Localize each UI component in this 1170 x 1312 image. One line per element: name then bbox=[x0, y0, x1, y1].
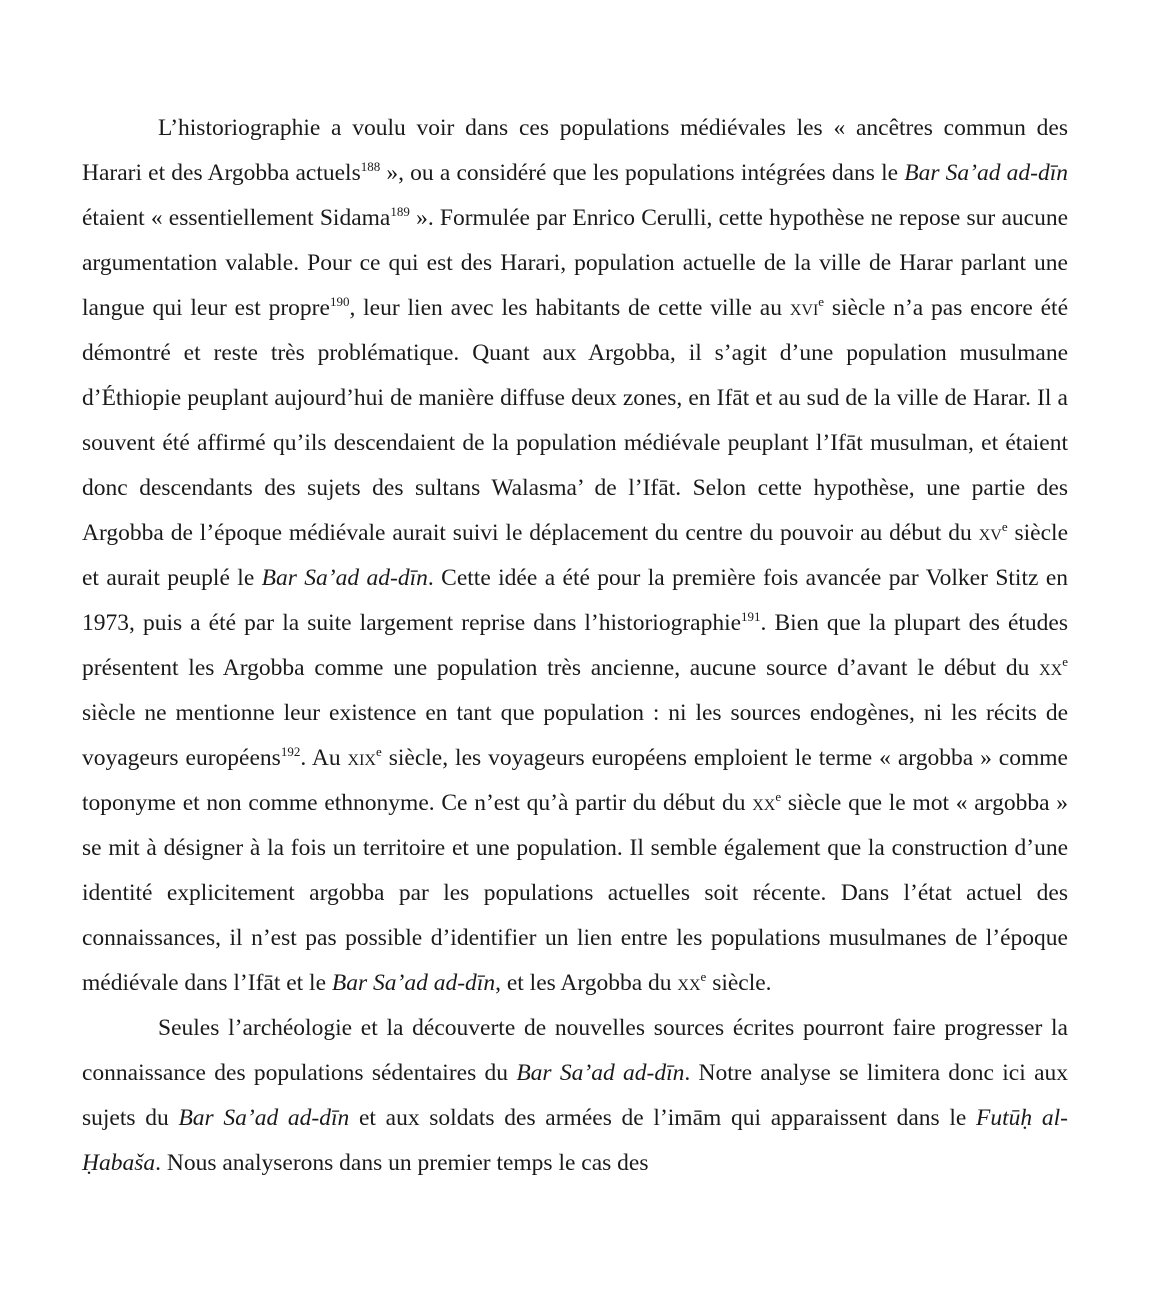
paragraph-1 bbox=[82, 106, 1068, 1006]
italic-title: Bar Sa’ad ad-dīn bbox=[516, 1060, 685, 1086]
text-run: siècle, les voyageurs européens emploient le terme « argobba » comme toponyme et non comme ethnonyme. Ce n’est qu’à partir du début du bbox=[82, 745, 1068, 816]
footnote-marker: e bbox=[1001, 519, 1008, 534]
text-run: Seules l’archéologie et la découverte de nouvelles sources écrites pourront faire progresser la connaissance des populations sédentaires du bbox=[82, 1015, 1068, 1086]
italic-title: Bar Sa’ad ad-dīn bbox=[261, 565, 428, 591]
text-run: siècle n’a pas encore été démontré et reste très problématique. Quant aux Argobba, il s’agit d’une population musulmane d’Éthiopie peuplant aujourd’hui de manière diffuse deux zones, en Ifāt et au sud de la ville de Harar. Il a souvent été affirmé qu’ils descendaient de la population médiévale peuplant l’Ifāt musulman, et étaient donc descendants des sujets des sultans Walasma’ de l’Ifāt. Selon cette hypothèse, une partie des Argobba de l’époque médiévale aurait suivi le déplacement du centre du pouvoir au début du bbox=[82, 295, 1069, 546]
century-numeral: xv bbox=[978, 520, 1002, 546]
century-numeral: xix bbox=[347, 745, 376, 771]
text-run: . Nous analyserons dans un premier temps le cas des bbox=[155, 1150, 649, 1176]
text-run: . Bien que la plupart des études présentent les Argobba comme une population très ancienne, aucune source d’avant le début du bbox=[82, 610, 1069, 681]
text-run: . Notre analyse se limitera donc ici aux sujets du bbox=[82, 1060, 1068, 1131]
text-run: siècle que le mot « argobba » se mit à désigner à la fois un territoire et une population. Il semble également que la construction d’une identité explicitement argobba par les populations actuelles soit récente. Dans l’état actuel des connaissances, il n’est pas possible d’identifier un lien entre les populations musulmanes de l’époque médiévale dans l’Ifāt et le bbox=[82, 790, 1068, 996]
footnote-marker: 189 bbox=[390, 204, 410, 219]
paragraph-2 bbox=[82, 1006, 1068, 1186]
footnote-marker: 192 bbox=[280, 744, 301, 759]
footnote-marker: e bbox=[1062, 654, 1068, 669]
century-numeral: xx bbox=[1039, 655, 1063, 681]
text-run: et aux soldats des armées de l’imām qui apparaissent dans le bbox=[349, 1105, 977, 1131]
text-run: étaient « essentiellement Sidama bbox=[82, 205, 391, 231]
text-run: . Au bbox=[300, 745, 348, 771]
footnote-marker: e bbox=[818, 294, 825, 309]
text-run: siècle ne mentionne leur existence en tant que population : ni les sources endogènes, ni les récits de voyageurs européens bbox=[82, 700, 1068, 771]
text-run: , leur lien avec les habitants de cette ville au bbox=[349, 295, 790, 321]
text-run: », ou a considéré que les populations intégrées dans le bbox=[380, 160, 905, 186]
text-run: , et les Argobba du bbox=[495, 970, 678, 996]
italic-title: Bar Sa’ad ad-dīn bbox=[178, 1105, 350, 1131]
century-numeral: xx bbox=[677, 970, 701, 996]
century-numeral: xx bbox=[752, 790, 776, 816]
century-numeral: xvi bbox=[789, 295, 819, 321]
footnote-marker: e bbox=[375, 744, 382, 759]
text-run: siècle. bbox=[706, 970, 772, 996]
footnote-marker: 188 bbox=[360, 159, 381, 174]
footnote-marker: 190 bbox=[329, 294, 350, 309]
text-run: L’historiographie a voulu voir dans ces populations médiévales les « ancêtres commun des Harari et des Argobba actuels bbox=[82, 115, 1068, 186]
text-run: . Cette idée a été pour la première fois avancée par Volker Stitz en 1973, puis a été par la suite largement reprise dans l’historiographie bbox=[82, 565, 1068, 636]
footnote-marker: e bbox=[700, 969, 707, 984]
italic-title: Bar Sa’ad ad-dīn bbox=[331, 970, 496, 996]
text-run: ». Formulée par Enrico Cerulli, cette hypothèse ne repose sur aucune argumentation valable. Pour ce qui est des Harari, population actuelle de la ville de Harar parlant une langue qui leur est propre bbox=[82, 205, 1069, 321]
italic-title: Futūḥ al-Ḥabaša bbox=[82, 1105, 1068, 1176]
footnote-marker: e bbox=[775, 789, 782, 804]
text-run: siècle et aurait peuplé le bbox=[82, 520, 1068, 591]
footnote-marker: 191 bbox=[741, 609, 761, 624]
document-page bbox=[82, 106, 1068, 1186]
italic-title: Bar Sa’ad ad-dīn bbox=[904, 160, 1068, 186]
